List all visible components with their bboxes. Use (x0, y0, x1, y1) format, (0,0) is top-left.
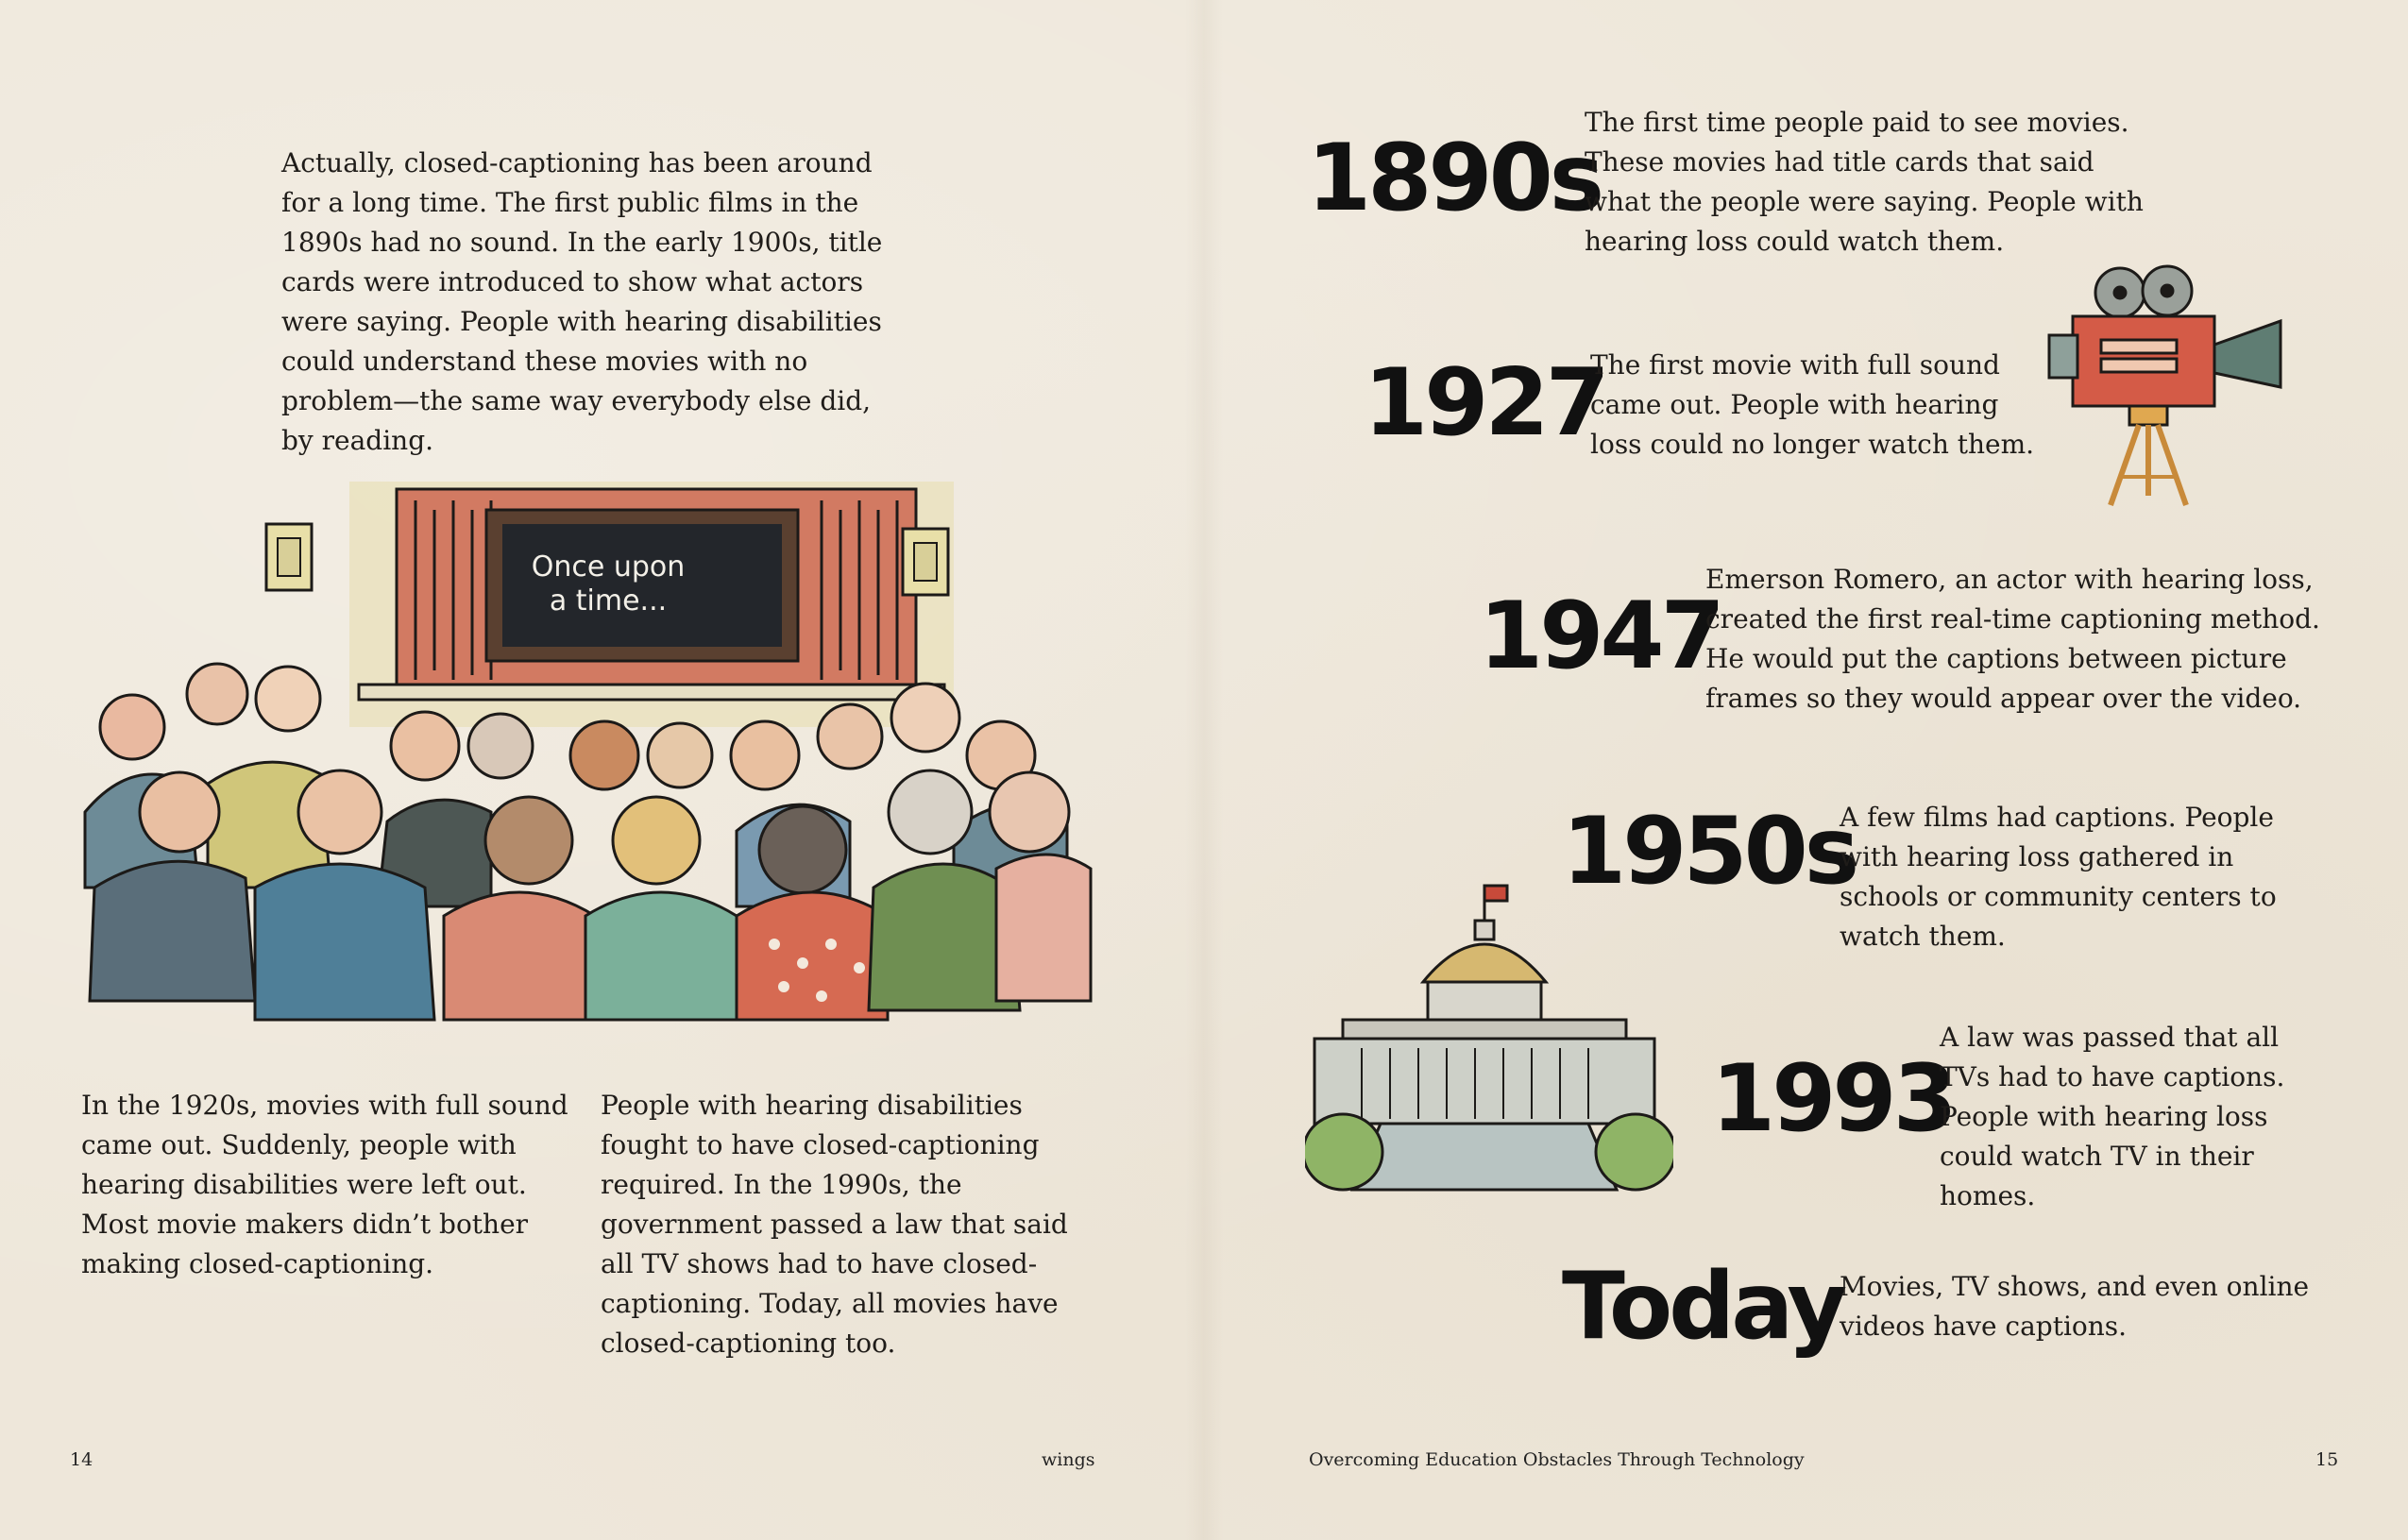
wall-frame-right-icon (903, 529, 948, 595)
timeline-year-1927: 1927 (1364, 349, 1606, 457)
right-page-number: 15 (2315, 1449, 2339, 1470)
film-camera-illustration (2044, 264, 2295, 515)
intro-paragraph: Actually, closed-captioning has been around for a long time. The first public films in the 1890s had no sound. In the early 1900s, title cards were introduced to show what actors were saying. People with hearing disabilities could understand these movies with no problem—the same way everybody else did, by reading. (281, 147, 883, 456)
right-running-head: Overcoming Education Obstacles Through Technology (1309, 1449, 1805, 1470)
timeline-text-1890s: The first time people paid to see movies. These movies had title cards that said what the people were saying. People with hearing loss could watch them. (1585, 107, 2144, 257)
timeline-text-1947: Emerson Romero, an actor with hearing loss, created the first real-time captioning method. He would put the captions between picture frames so they would appear over the video. (1705, 564, 2320, 714)
timeline-year-1950s: 1950s (1562, 798, 1857, 905)
timeline-year-1947: 1947 (1479, 583, 1721, 690)
timeline-text-today: Movies, TV shows, and even online videos have captions. (1840, 1271, 2310, 1342)
timeline-year-1890s: 1890s (1307, 125, 1602, 232)
timeline-text-1993: A law was passed that all TVs had to have captions. People with hearing loss could watch TV in their homes. (1940, 1022, 2285, 1211)
timeline-year-1993: 1993 (1711, 1045, 1954, 1153)
wall-frame-left-icon (266, 524, 312, 590)
movie-theater-illustration (76, 472, 1095, 1039)
movie-screen (486, 510, 798, 661)
timeline-text-1950s: A few films had captions. People with hearing loss gathered in schools or community centers to watch them. (1840, 802, 2277, 952)
left-page-number: 14 (70, 1449, 93, 1470)
left-running-head: wings (1042, 1449, 1095, 1470)
col1-paragraph: In the 1920s, movies with full sound came out. Suddenly, people with hearing disabilities were left out. Most movie makers didn’t bother making closed-captioning. (81, 1090, 568, 1279)
timeline-text-1927: The first movie with full sound came out. People with hearing loss could no longer watch them. (1590, 349, 2035, 460)
col2-paragraph: People with hearing disabilities fought to have closed-captioning required. In the 1990s, the government passed a law that said all TV shows had to have closed-captioning. Today, all movies have closed-captioning too. (601, 1090, 1068, 1359)
screen-text-line2: a time... (549, 584, 668, 618)
page-gutter (1185, 0, 1223, 1540)
capitol-building-illustration (1305, 878, 1673, 1204)
screen-text-line1: Once upon (531, 550, 686, 584)
timeline-year-today: Today (1562, 1253, 1844, 1361)
